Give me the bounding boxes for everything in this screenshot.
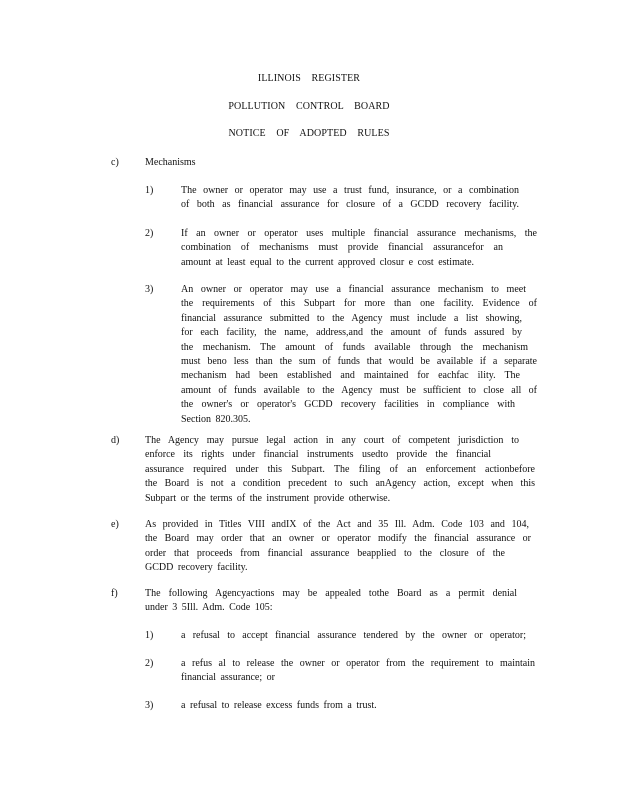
text-line: Subpart or the terms of the instrument provide otherwise. [145, 492, 391, 504]
item-label-c3: 3) [145, 284, 154, 295]
header-register: ILLINOIS REGISTER [257, 73, 361, 84]
text-line: combination of mechanisms must provide financial assurancefor an [181, 242, 503, 254]
text-line: The following Agencyactions may be appealed tothe Board as a permit denial [145, 588, 517, 599]
text-line: a refus al to release the owner or operator from the requirement to maintain [181, 658, 535, 669]
text-line: financial assurance; or [181, 672, 275, 684]
text-line: the Board is not a condition precedent to such anAgency action, except when this [145, 478, 535, 490]
item-label-c2: 2) [145, 228, 154, 239]
text-line: If an owner or operator uses multiple financial assurance mechanisms, the [181, 228, 537, 239]
text-line: order that proceeds from financial assurance beapplied to the closure of the [145, 547, 505, 559]
section-title-c: Mechanisms [145, 157, 196, 168]
text-line: mechanism had been established and maintained for eachfac ility. The [181, 370, 520, 382]
text-line: The Agency may pursue legal action in any court of competent jurisdiction to [145, 435, 519, 446]
text-line: amount at least equal to the current approved closur e cost estimate. [181, 256, 475, 268]
header-notice: NOTICE OF ADOPTED RULES [228, 128, 390, 139]
text-line: GCDD recovery facility. [145, 562, 248, 574]
paragraph-e [145, 518, 529, 576]
item-label-f2: 2) [145, 658, 154, 669]
paragraph-c3 [181, 283, 537, 427]
paragraph-d [145, 434, 535, 506]
text-line: financial assurance submitted to the Agency must include a list showing, [181, 312, 522, 324]
text-line: enforce its rights under financial instruments usedto provide the financial [145, 449, 491, 461]
section-label-d: d) [111, 435, 120, 446]
text-line: the owner's or operator's GCDD recovery facilities in compliance with [181, 399, 515, 411]
text-line: assurance required under this Subpart. The filing of an enforcement actionbefore [145, 463, 535, 475]
paragraph-f1 [181, 629, 526, 643]
text-line: a refusal to release excess funds from a trust. [181, 700, 377, 711]
item-label-c1: 1) [145, 185, 154, 196]
text-line: a refusal to accept financial assurance tendered by the owner or operator; [181, 630, 526, 641]
text-line: must beno less than the sum of funds that would be available if a separate [181, 356, 537, 368]
text-line: the requirements of this Subpart for more than one facility. Evidence of [181, 298, 537, 310]
text-line: amount of funds available to the Agency must be sufficient to close all of [181, 384, 537, 396]
item-label-f3: 3) [145, 700, 154, 711]
text-line: of both as financial assurance for closure of a GCDD recovery facility. [181, 199, 519, 211]
text-line: under 3 5Ill. Adm. Code 105: [145, 602, 273, 614]
paragraph-c2 [181, 227, 537, 270]
text-line: Section 820.305. [181, 413, 251, 425]
text-line: The owner or operator may use a trust fund, insurance, or a combination [181, 185, 519, 196]
text-line: As provided in Titles VIII andIX of the Act and 35 Ill. Adm. Code 103 and 104, [145, 519, 529, 530]
text-line: An owner or operator may use a financial assurance mechanism to meet [181, 284, 526, 295]
text-line: for each facility, the name, address,and the amount of funds assured by [181, 327, 522, 339]
paragraph-f2 [181, 657, 535, 686]
paragraph-c1 [181, 184, 519, 213]
text-line: the Board may order that an owner or operator modify the financial assurance or [145, 533, 531, 545]
section-label-f: f) [111, 588, 118, 599]
item-label-f1: 1) [145, 630, 154, 641]
section-label-e: e) [111, 519, 119, 530]
section-label-c: c) [111, 157, 119, 168]
header-board: POLLUTION CONTROL BOARD [228, 101, 390, 112]
paragraph-f [145, 587, 517, 616]
paragraph-f3 [181, 699, 481, 713]
text-line: the mechanism. The amount of funds available through the mechanism [181, 341, 528, 353]
